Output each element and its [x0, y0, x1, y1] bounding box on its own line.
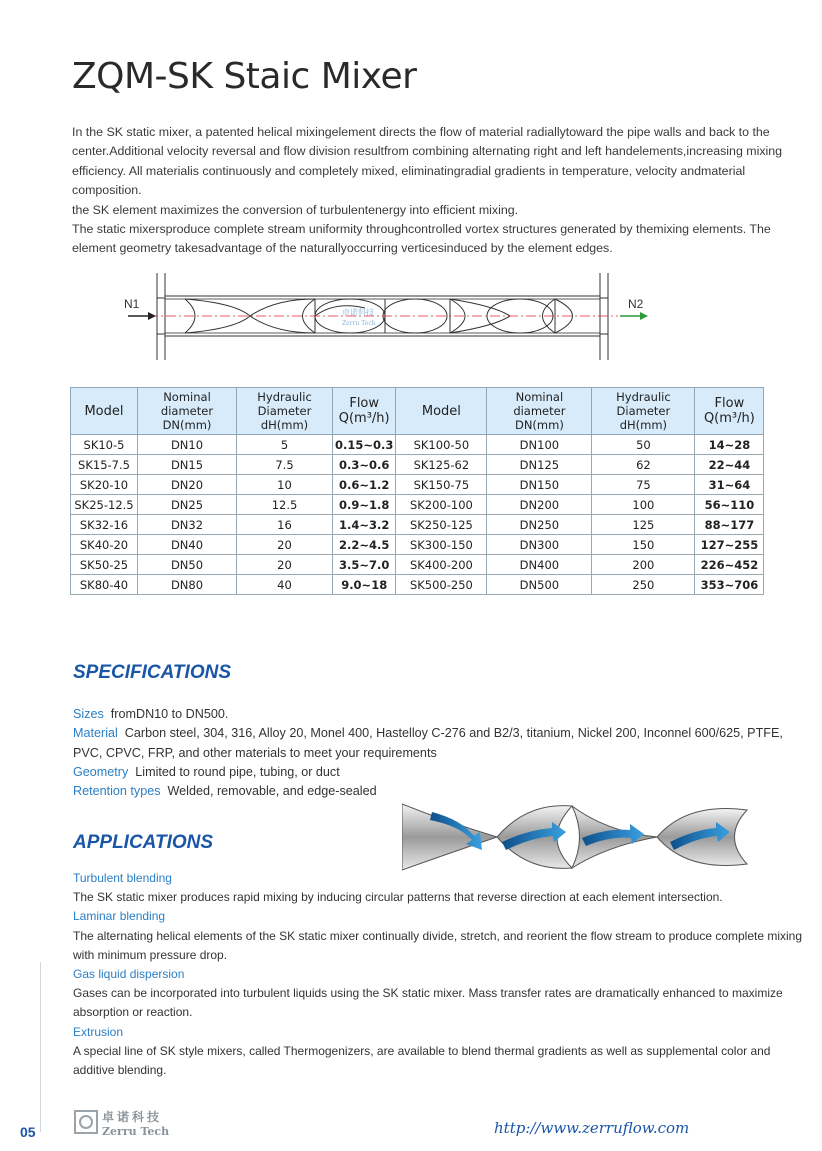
- specifications-list: [73, 705, 813, 801]
- intro-paragraph: In the SK static mixer, a patented helical mixingelement directs the flow of material radiallytoward the pipe walls and back to the center.Additional velocity reversal and flow division resultfrom combining alternating right and left handelements,increasing mixing efficiency. All materialis continuously and completely mixed, eliminatingradial gradients in temperature, velocity andmaterial composition.: [72, 125, 783, 198]
- spec-label: Sizes: [73, 707, 104, 721]
- mixer-diagram: [110, 268, 670, 368]
- table-cell: 0.15~0.3: [333, 435, 396, 455]
- table-cell: 0.9~1.8: [333, 495, 396, 515]
- specification-table: [70, 387, 764, 595]
- table-cell: SK15-7.5: [71, 455, 138, 475]
- website-link[interactable]: http://www.zerruflow.com: [494, 1119, 690, 1137]
- header-nominal: Nominal diameter DN(mm): [487, 388, 592, 435]
- page-title: ZQM-SK Staic Mixer: [72, 56, 417, 97]
- application-text: Gases can be incorporated into turbulent liquids using the SK static mixer. Mass transfer rates are dramatically enhanced to maximize absorption or reaction.: [73, 986, 783, 1020]
- spec-item: [73, 705, 813, 724]
- table-cell: SK32-16: [71, 515, 138, 535]
- table-cell: 16: [237, 515, 333, 535]
- table-cell: DN400: [487, 555, 592, 575]
- table-cell: 100: [592, 495, 695, 515]
- table-cell: DN32: [138, 515, 237, 535]
- table-row: [71, 495, 764, 515]
- table-cell: 353~706: [695, 575, 764, 595]
- table-cell: 14~28: [695, 435, 764, 455]
- table-cell: SK300-150: [396, 535, 487, 555]
- table-cell: SK200-100: [396, 495, 487, 515]
- table-cell: 200: [592, 555, 695, 575]
- table-cell: 40: [237, 575, 333, 595]
- margin-divider: [40, 962, 41, 1132]
- application-text: The alternating helical elements of the SK static mixer continually divide, stretch, and reorient the flow stream to produce complete mixing with minimum pressure drop.: [73, 928, 803, 962]
- table-cell: DN500: [487, 575, 592, 595]
- table-cell: 1.4~3.2: [333, 515, 396, 535]
- table-cell: SK400-200: [396, 555, 487, 575]
- table-cell: DN50: [138, 555, 237, 575]
- table-cell: SK250-125: [396, 515, 487, 535]
- spec-text: Limited to round pipe, tubing, or duct: [135, 764, 340, 779]
- table-cell: 50: [592, 435, 695, 455]
- table-cell: 88~177: [695, 515, 764, 535]
- spec-item: [73, 763, 813, 782]
- header-flow: Flow Q(m³/h): [695, 388, 764, 435]
- logo-en: Zerru Tech: [102, 1125, 170, 1138]
- table-cell: 7.5: [237, 455, 333, 475]
- table-row: [71, 535, 764, 555]
- spec-label: Material: [73, 726, 118, 741]
- application-label: Gas liquid dispersion: [73, 967, 185, 982]
- table-cell: 10: [237, 475, 333, 495]
- application-label: Extrusion: [73, 1024, 124, 1039]
- table-cell: 31~64: [695, 475, 764, 495]
- table-cell: 56~110: [695, 495, 764, 515]
- header-flow: Flow Q(m³/h): [333, 388, 396, 435]
- table-cell: SK125-62: [396, 455, 487, 475]
- watermark-en: Zerru Tech: [342, 320, 376, 327]
- table-cell: DN100: [487, 435, 592, 455]
- table-cell: SK500-250: [396, 575, 487, 595]
- spec-label: Geometry: [73, 764, 129, 779]
- table-cell: 2.2~4.5: [333, 535, 396, 555]
- outlet-label: N2: [628, 297, 644, 311]
- spec-text: Carbon steel, 304, 316, Alloy 20, Monel 400, Hastelloy C-276 and B2/3, titanium, Nickel 200, Inconnel 600/625, PTFE, PVC, CPVC, FRP, and other materials to meet your requirements: [73, 726, 783, 760]
- application-label: Laminar blending: [73, 909, 166, 924]
- table-cell: 12.5: [237, 495, 333, 515]
- intro-text: [72, 123, 812, 259]
- spec-text: Welded, removable, and edge-sealed: [167, 784, 377, 799]
- table-cell: SK20-10: [71, 475, 138, 495]
- table-cell: 0.6~1.2: [333, 475, 396, 495]
- table-cell: 20: [237, 555, 333, 575]
- applications-heading: APPLICATIONS: [73, 832, 214, 853]
- table-cell: DN25: [138, 495, 237, 515]
- table-cell: 226~452: [695, 555, 764, 575]
- table-cell: 75: [592, 475, 695, 495]
- logo-icon: [74, 1110, 98, 1134]
- table-cell: 250: [592, 575, 695, 595]
- watermark-cn: 卓诺科技: [342, 308, 374, 317]
- table-cell: 22~44: [695, 455, 764, 475]
- table-row: [71, 555, 764, 575]
- header-hydraulic: Hydraulic Diameter dH(mm): [592, 388, 695, 435]
- table-cell: SK50-25: [71, 555, 138, 575]
- table-row: [71, 455, 764, 475]
- table-cell: DN250: [487, 515, 592, 535]
- table-cell: DN150: [487, 475, 592, 495]
- spec-label: Retention types: [73, 784, 161, 799]
- table-cell: SK150-75: [396, 475, 487, 495]
- table-cell: DN80: [138, 575, 237, 595]
- table-cell: DN10: [138, 435, 237, 455]
- header-hydraulic: Hydraulic Diameter dH(mm): [237, 388, 333, 435]
- table-cell: DN125: [487, 455, 592, 475]
- table-cell: 9.0~18: [333, 575, 396, 595]
- table-cell: DN15: [138, 455, 237, 475]
- table-row: [71, 435, 764, 455]
- table-cell: 125: [592, 515, 695, 535]
- logo-cn: 卓诺科技: [102, 1110, 163, 1124]
- application-text: A special line of SK style mixers, called Thermogenizers, are available to blend thermal gradients as well as supplemental color and additive blending.: [73, 1043, 771, 1078]
- table-cell: 20: [237, 535, 333, 555]
- page-number: 05: [20, 1124, 36, 1140]
- table-header-row: [71, 388, 764, 435]
- helical-element-illustration: [402, 802, 752, 872]
- table-cell: SK25-12.5: [71, 495, 138, 515]
- table-cell: SK10-5: [71, 435, 138, 455]
- spec-text: fromDN10 to DN500.: [110, 707, 229, 721]
- spec-item: [73, 782, 813, 801]
- company-logo: [74, 1108, 184, 1142]
- table-cell: DN200: [487, 495, 592, 515]
- inlet-label: N1: [124, 297, 140, 311]
- header-model: Model: [71, 388, 138, 435]
- intro-paragraph: the SK element maximizes the conversion of turbulentenergy into efficient mixing.: [72, 202, 519, 217]
- header-model: Model: [396, 388, 487, 435]
- table-row: [71, 475, 764, 495]
- intro-paragraph: The static mixersproduce complete stream uniformity throughcontrolled vortex structures generated by themixing elements. The element geometry takesadvantage of the naturallyoccurring verticesinduced by the element edges.: [72, 222, 771, 256]
- table-cell: 62: [592, 455, 695, 475]
- table-cell: 5: [237, 435, 333, 455]
- table-cell: 127~255: [695, 535, 764, 555]
- table-cell: 3.5~7.0: [333, 555, 396, 575]
- table-cell: DN20: [138, 475, 237, 495]
- table-cell: 150: [592, 535, 695, 555]
- table-cell: SK100-50: [396, 435, 487, 455]
- application-label: Turbulent blending: [73, 871, 172, 885]
- application-text: The SK static mixer produces rapid mixing by inducing circular patterns that reverse direction at each element intersection.: [73, 890, 723, 905]
- table-row: [71, 515, 764, 535]
- spec-item: [73, 724, 813, 763]
- table-cell: DN40: [138, 535, 237, 555]
- header-nominal: Nominal diameter DN(mm): [138, 388, 237, 435]
- table-cell: DN300: [487, 535, 592, 555]
- table-cell: 0.3~0.6: [333, 455, 396, 475]
- table-cell: SK80-40: [71, 575, 138, 595]
- applications-list: [73, 869, 813, 1080]
- table-cell: SK40-20: [71, 535, 138, 555]
- specifications-heading: SPECIFICATIONS: [73, 662, 231, 683]
- table-row: [71, 575, 764, 595]
